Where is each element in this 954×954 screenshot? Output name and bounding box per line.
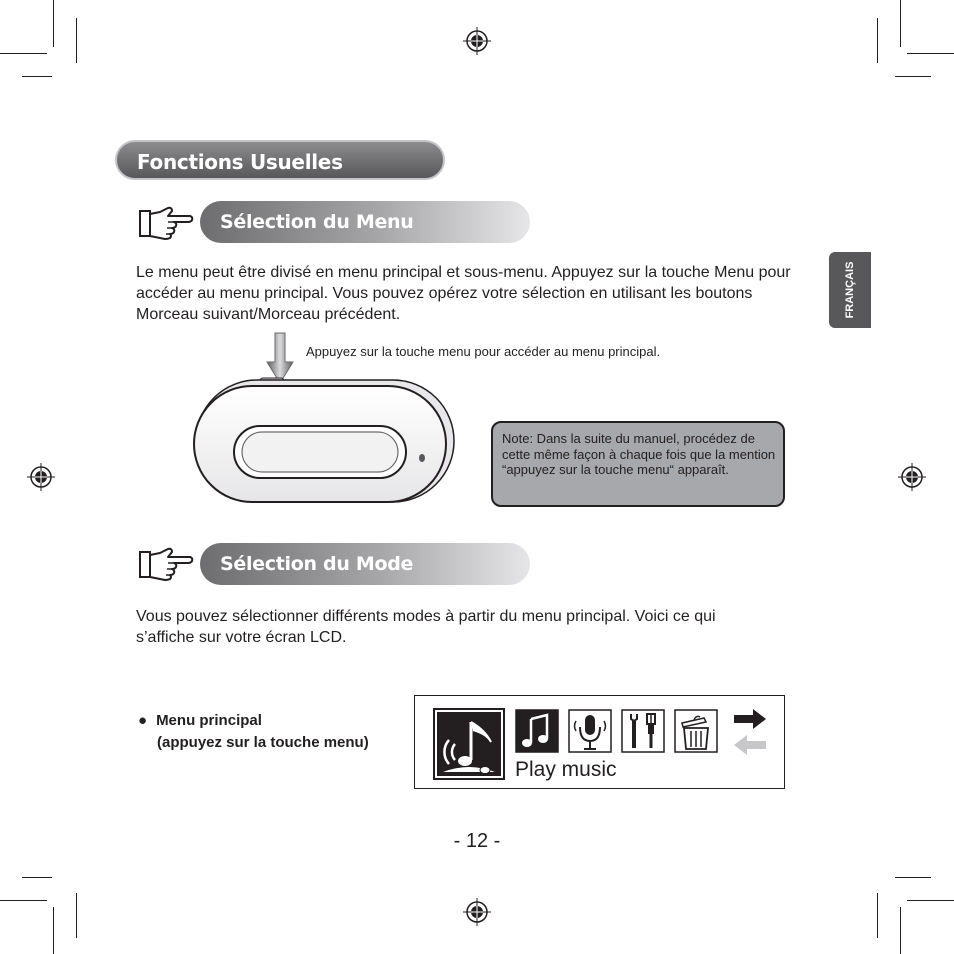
crop-mark — [900, 907, 901, 954]
next-arrow-icon — [733, 708, 767, 730]
crop-mark — [900, 0, 901, 47]
pointing-hand-icon — [138, 546, 194, 582]
bullet-subtitle: (appuyez sur la touche menu) — [157, 734, 369, 751]
pointing-hand-icon — [138, 205, 194, 241]
registration-mark-icon — [27, 463, 55, 491]
registration-mark-icon — [463, 27, 491, 55]
section-heading-text: Fonctions Usuelles — [137, 150, 343, 174]
crop-mark — [22, 877, 52, 878]
language-tab — [829, 252, 871, 328]
music-note-icon — [515, 709, 559, 753]
tools-icon — [621, 709, 665, 753]
crop-mark — [877, 893, 878, 938]
crop-mark — [53, 0, 54, 47]
crop-mark — [53, 907, 54, 954]
crop-mark — [907, 900, 954, 901]
subsection-heading-menu — [200, 201, 530, 243]
subsection-heading-mode — [200, 543, 530, 585]
registration-mark-icon — [898, 463, 926, 491]
crop-mark — [907, 53, 954, 54]
crop-mark — [0, 53, 47, 54]
bullet-item — [138, 710, 369, 754]
mode-paragraph: Vous pouvez sélectionner différents modes à partir du menu principal. Voici ce qui s’affiche sur votre écran LCD. — [136, 608, 716, 646]
section-heading — [115, 140, 445, 180]
bullet-dot: ● — [138, 712, 148, 729]
crop-mark — [76, 18, 77, 63]
arrow-caption: Appuyez sur la touche menu pour accéder au menu principal. — [306, 344, 661, 359]
crop-mark — [76, 893, 77, 938]
registration-mark-icon — [463, 898, 491, 926]
crop-mark — [895, 877, 931, 878]
trash-icon — [674, 709, 718, 753]
subsection-heading-menu-text: Sélection du Menu — [220, 211, 414, 233]
microphone-icon — [568, 709, 612, 753]
music-selected-large-icon — [433, 708, 505, 780]
crop-mark — [895, 76, 931, 77]
previous-arrow-icon — [733, 734, 767, 756]
lcd-screen — [414, 695, 785, 789]
note-box: Note: Dans la suite du manuel, procédez de cette même façon à chaque fois que la mention “appuyez sur la touche menu“ apparaît. — [491, 421, 785, 507]
bullet-title: Menu principal — [156, 712, 262, 729]
crop-mark — [22, 76, 52, 77]
crop-mark — [877, 18, 878, 63]
language-tab-label: FRANÇAIS — [844, 261, 856, 319]
menu-paragraph: Le menu peut être divisé en menu principal et sous-menu. Appuyez sur la touche Menu pour accéder au menu principal. Vous pouvez opérez votre sélection en utilisant les boutons Morceau suivant/Morceau précédent. — [136, 264, 791, 323]
lcd-mode-label: Play music — [515, 758, 617, 781]
mp3-player-illustration — [190, 376, 458, 506]
page-number: - 12 - — [453, 830, 501, 852]
crop-mark — [0, 900, 47, 901]
subsection-heading-mode-text: Sélection du Mode — [220, 553, 414, 575]
